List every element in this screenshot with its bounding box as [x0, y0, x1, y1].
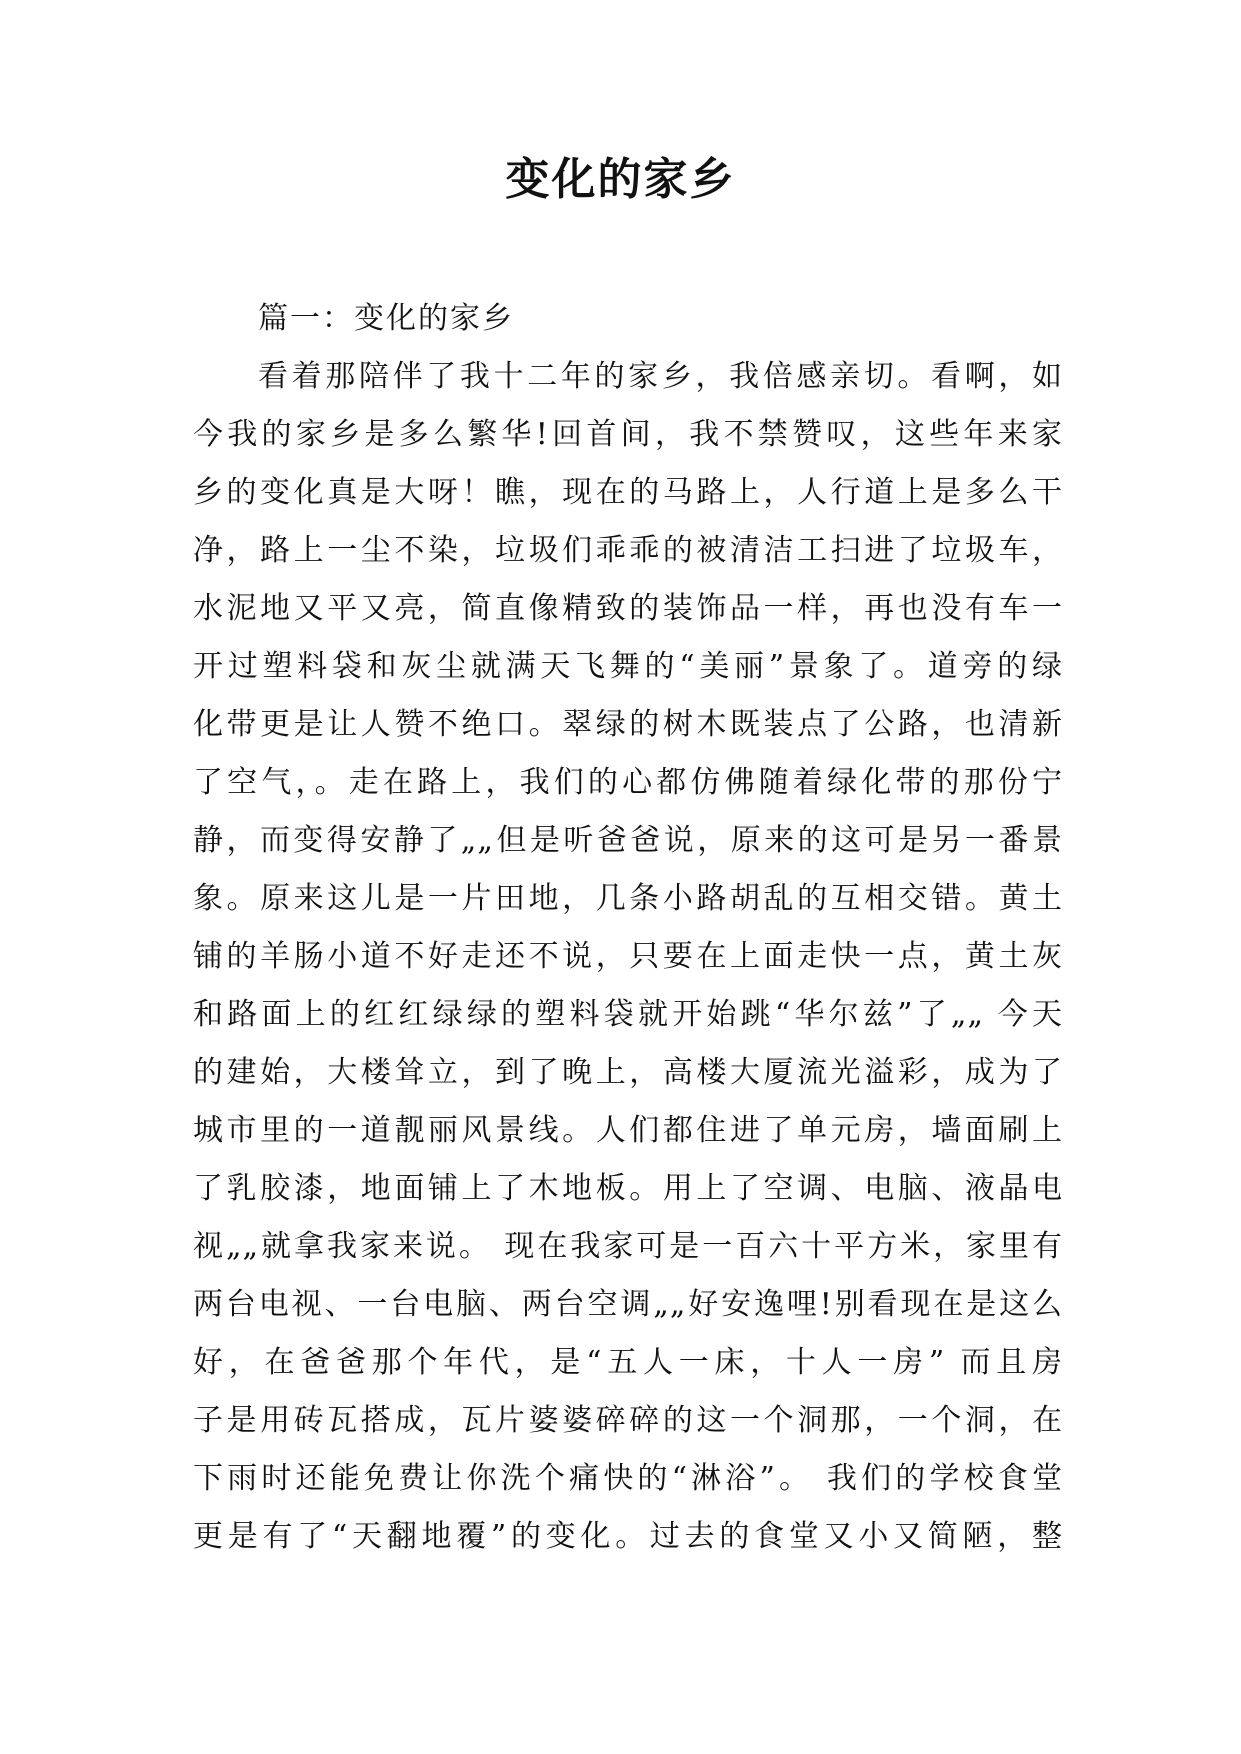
document-title: 变化的家乡: [505, 154, 736, 205]
paragraph-line: 更是有了“天翻地覆”的变化。过去的食堂又小又简陋，整: [193, 1519, 1063, 1554]
paragraph-line: 净，路上一尘不染，垃圾们乖乖的被清洁工扫进了垃圾车，: [193, 533, 1063, 568]
document-body: [193, 290, 1063, 1566]
paragraph-line: 视„„就拿我家来说。 现在我家可是一百六十平方米，家里有: [193, 1229, 1063, 1264]
paragraph-line: 的建始，大楼耸立，到了晚上，高楼大厦流光溢彩，成为了: [193, 1055, 1063, 1090]
paragraph-line: 开过塑料袋和灰尘就满天飞舞的“美丽”景象了。道旁的绿: [193, 649, 1063, 684]
paragraph-line: 乡的变化真是大呀！瞧，现在的马路上，人行道上是多么干: [193, 475, 1063, 510]
paragraph-line: 城市里的一道靓丽风景线。人们都住进了单元房，墙面刷上: [193, 1113, 1063, 1148]
paragraph-line: 了空气，。走在路上，我们的心都仿佛随着绿化带的那份宁: [193, 765, 1063, 800]
paragraph-line: 了乳胶漆，地面铺上了木地板。用上了空调、电脑、液晶电: [193, 1171, 1063, 1206]
paragraph-line: 两台电视、一台电脑、两台空调„„好安逸哩!别看现在是这么: [193, 1287, 1063, 1322]
paragraph-line: 下雨时还能免费让你洗个痛快的“淋浴”。 我们的学校食堂: [193, 1461, 1063, 1496]
paragraph-line: 和路面上的红红绿绿的塑料袋就开始跳“华尔兹”了„„ 今天: [193, 997, 1063, 1032]
paragraph-line: 静，而变得安静了„„但是听爸爸说，原来的这可是另一番景: [193, 823, 1063, 858]
paragraph-line: 铺的羊肠小道不好走还不说，只要在上面走快一点，黄土灰: [193, 939, 1063, 974]
paragraph-line: 看着那陪伴了我十二年的家乡，我倍感亲切。看啊，如: [258, 359, 1063, 394]
paragraph-line: 子是用砖瓦搭成，瓦片婆婆碎碎的这一个洞那，一个洞，在: [193, 1403, 1063, 1438]
section-heading: 篇一：变化的家乡: [258, 301, 514, 336]
paragraph-line: 水泥地又平又亮，简直像精致的装饰品一样，再也没有车一: [193, 591, 1063, 626]
paragraph-line: 好，在爸爸那个年代，是“五人一床，十人一房” 而且房: [193, 1345, 1063, 1380]
paragraph-line: 今我的家乡是多么繁华!回首间，我不禁赞叹，这些年来家: [193, 417, 1063, 452]
paragraph-line: 象。原来这儿是一片田地，几条小路胡乱的互相交错。黄土: [193, 881, 1063, 916]
paragraph-line: 化带更是让人赞不绝口。翠绿的树木既装点了公路，也清新: [193, 707, 1063, 742]
